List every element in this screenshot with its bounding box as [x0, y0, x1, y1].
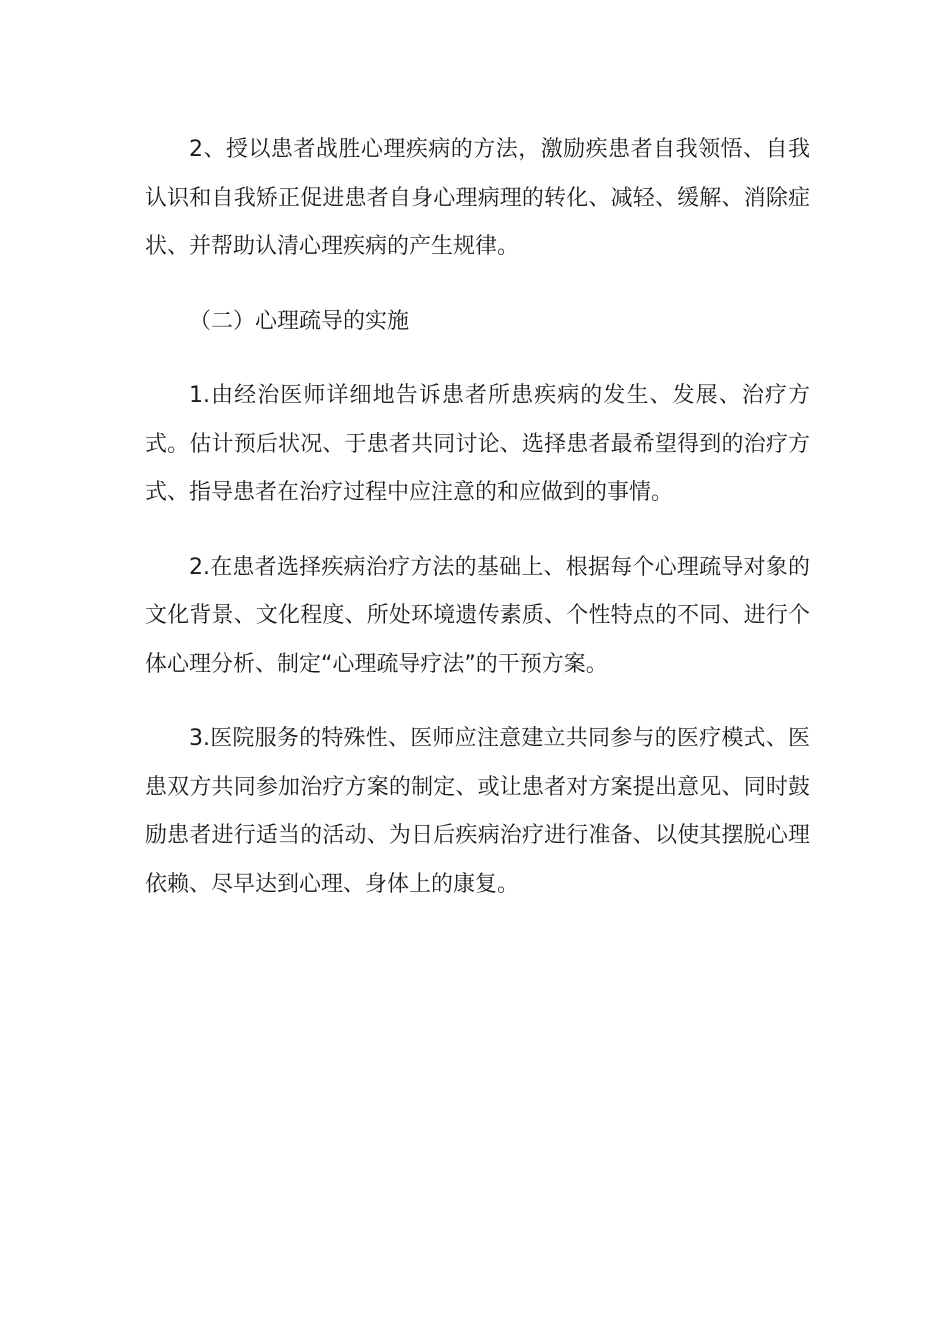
paragraph-step-2: 2.在患者选择疾病治疗方法的基础上、根据每个心理疏导对象的文化背景、文化程度、所处环境遗传素质、个性特点的不同、进行个体心理分析、制定“心理疏导疗法”的干预方案。 — [145, 554, 810, 677]
section-heading-implementation: （二）心理疏导的实施 — [189, 308, 410, 334]
paragraph-step-1: 1.由经治医师详细地告诉患者所患疾病的发生、发展、治疗方式。估计预后状况、于患者共同讨论、选择患者最希望得到的治疗方式、指导患者在治疗过程中应注意的和应做到的事情。 — [145, 383, 810, 505]
paragraph-method-2: 2、授以患者战胜心理疾病的方法，激励疾患者自我领悟、自我认识和自我矫正促进患者自身心理病理的转化、减轻、缓解、消除症状、并帮助认清心理疾病的产生规律。 — [145, 137, 810, 259]
paragraph-step-3: 3.医院服务的特殊性、医师应注意建立共同参与的医疗模式、医患双方共同参加治疗方案的制定、或让患者对方案提出意见、同时鼓励患者进行适当的活动、为日后疾病治疗进行准备、以使其摆脱心理依赖、尽早达到心理、身体上的康复。 — [145, 726, 810, 897]
document-body — [145, 126, 810, 935]
